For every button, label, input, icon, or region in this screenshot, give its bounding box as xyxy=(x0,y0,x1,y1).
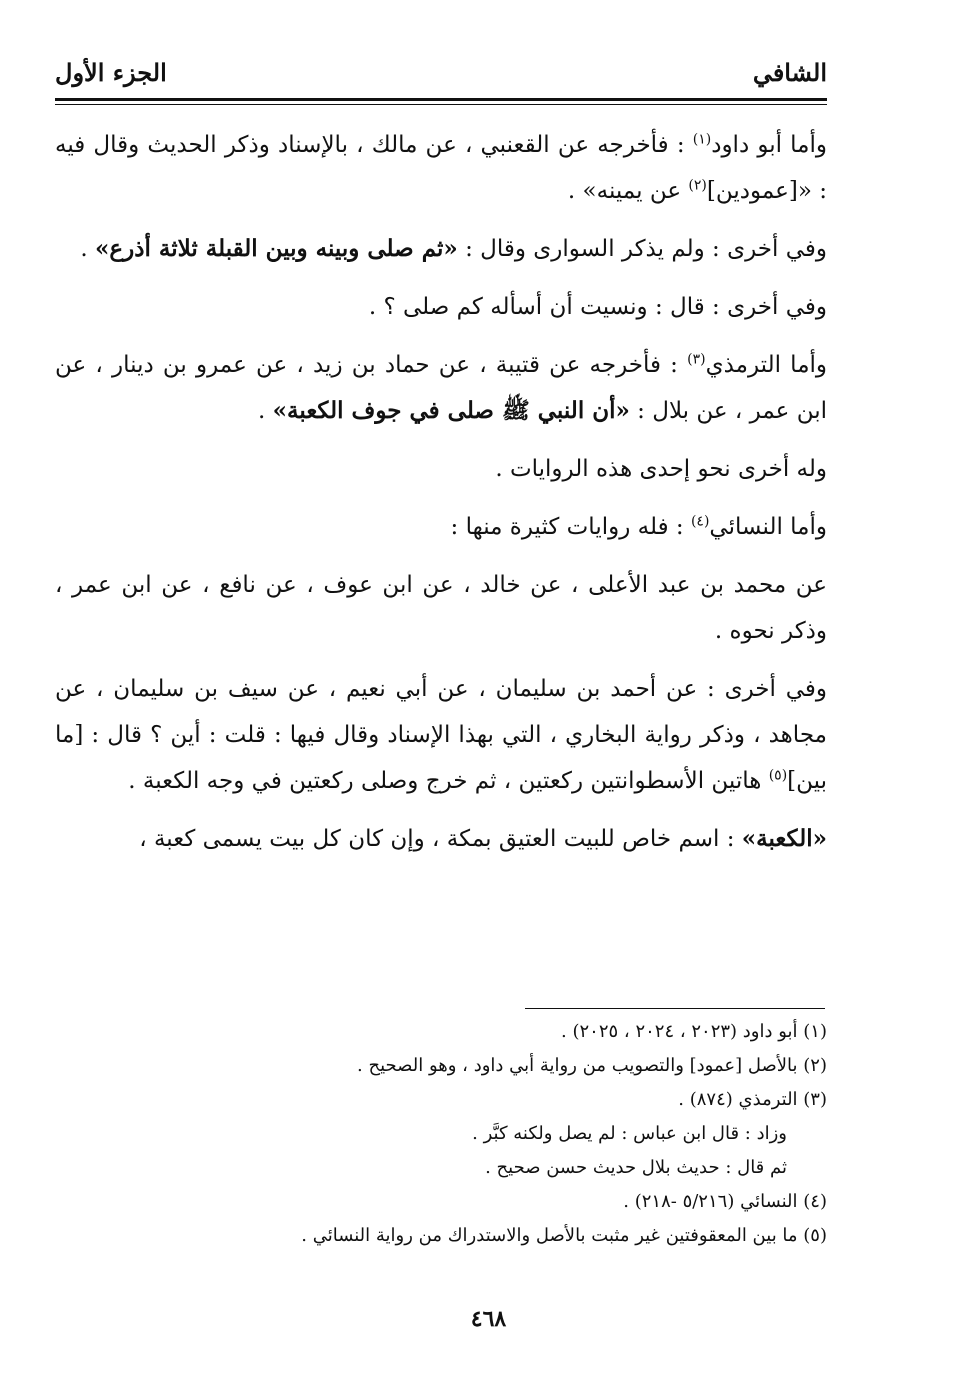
footnote-1: (١) أبو داود (٢٠٢٣ ، ٢٠٢٤ ، ٢٠٢٥) . xyxy=(561,1021,827,1042)
paragraph-another-3: وله أخرى نحو إحدى هذه الروايات . xyxy=(495,456,827,482)
text: وأما الترمذي xyxy=(705,352,828,378)
text: عن يمينه» . xyxy=(567,178,689,204)
footnote-3-grading: ثم قال : حديث بلال حديث حسن صحيح . xyxy=(485,1157,787,1178)
text: . xyxy=(80,236,96,262)
part-title: الجزء الأول xyxy=(55,58,167,87)
header-rule-thick xyxy=(55,98,827,101)
footnote-ref-4: (٤) xyxy=(690,513,710,530)
paragraph-abu-dawud xyxy=(55,122,827,214)
text: : اسم خاص للبيت العتيق بمكة ، وإن كان كل بيت يسمى كعبة ، xyxy=(139,826,742,852)
book-title: الشافي xyxy=(752,58,827,87)
text: هاتين الأسطوانتين ركعتين ، ثم خرج وصلى ركعتين في وجه الكعبة . xyxy=(128,768,769,794)
footnote-3-addition: وزاد : قال ابن عباس : لم يصل ولكنه كبَّر . xyxy=(472,1123,787,1144)
footnote-3: (٣) الترمذي (٨٧٤) . xyxy=(678,1089,827,1110)
footnote-ref-2: (٢) xyxy=(688,177,707,194)
hadith-quote: «أن النبي ﷺ صلى في جوف الكعبة» xyxy=(272,397,630,424)
text: وأما أبو داود xyxy=(711,132,827,158)
text: وفي أخرى : عن أحمد بن سليمان ، عن أبي نعيم ، عن سيف بن سليمان ، عن مجاهد ، وذكر رواية البخاري ، التي بهذا الإسناد وقال فيها : قلت : أين ؟ قال : [ما بين] xyxy=(55,676,827,794)
footnote-4: (٤) النسائي (٥/٢١٦ -٢١٨) . xyxy=(623,1191,827,1212)
main-text xyxy=(55,122,827,874)
paragraph-another-4 xyxy=(55,666,827,804)
paragraph-another-1 xyxy=(55,226,827,272)
footnote-ref-3: (٣) xyxy=(687,351,706,368)
paragraph-kaaba xyxy=(55,816,827,862)
term-kaaba: «الكعبة» xyxy=(741,825,827,852)
text: : فله روايات كثيرة منها : xyxy=(450,514,691,540)
paragraph-tirmidhi xyxy=(55,342,827,434)
header-rule-thin xyxy=(55,104,827,105)
running-header xyxy=(55,58,827,98)
footnote-ref-5: (٥) xyxy=(768,767,788,784)
text: وفي أخرى : ولم يذكر السوارى وقال : xyxy=(457,236,827,262)
text: . xyxy=(258,398,273,424)
text: وأما النسائي xyxy=(709,514,827,540)
footnotes xyxy=(120,1015,827,1253)
text: : فأخرجه عن القعنبي ، عن مالك ، بالإسناد وذكر الحديث وقال فيه : «[عمودين] xyxy=(55,132,827,204)
footnote-ref-1: (١) xyxy=(692,131,712,148)
paragraph-nasai-chain: عن محمد بن عبد الأعلى ، عن خالد ، عن ابن عوف ، عن نافع ، عن ابن عمر ، وذكر نحوه . xyxy=(55,572,827,644)
footnote-5: (٥) ما بين المعقوفتين غير مثبت بالأصل والاستدراك من رواية النسائي . xyxy=(301,1225,827,1246)
footnote-separator xyxy=(525,1008,825,1009)
paragraph-another-2: وفي أخرى : قال : ونسيت أن أسأله كم صلى ؟ . xyxy=(368,294,827,320)
paragraph-nasai xyxy=(55,504,827,550)
hadith-quote: «ثم صلى وبينه وبين القبلة ثلاثة أذرع» xyxy=(95,235,458,262)
text: : فأخرجه عن قتيبة ، عن حماد بن زيد ، عن عمرو بن دينار ، عن ابن عمر ، عن بلال : xyxy=(55,352,827,424)
page-number: ٤٦٨ xyxy=(470,1306,507,1332)
footnote-2: (٢) بالأصل [عمود] والتصويب من رواية أبي داود ، وهو الصحيح . xyxy=(357,1055,827,1076)
